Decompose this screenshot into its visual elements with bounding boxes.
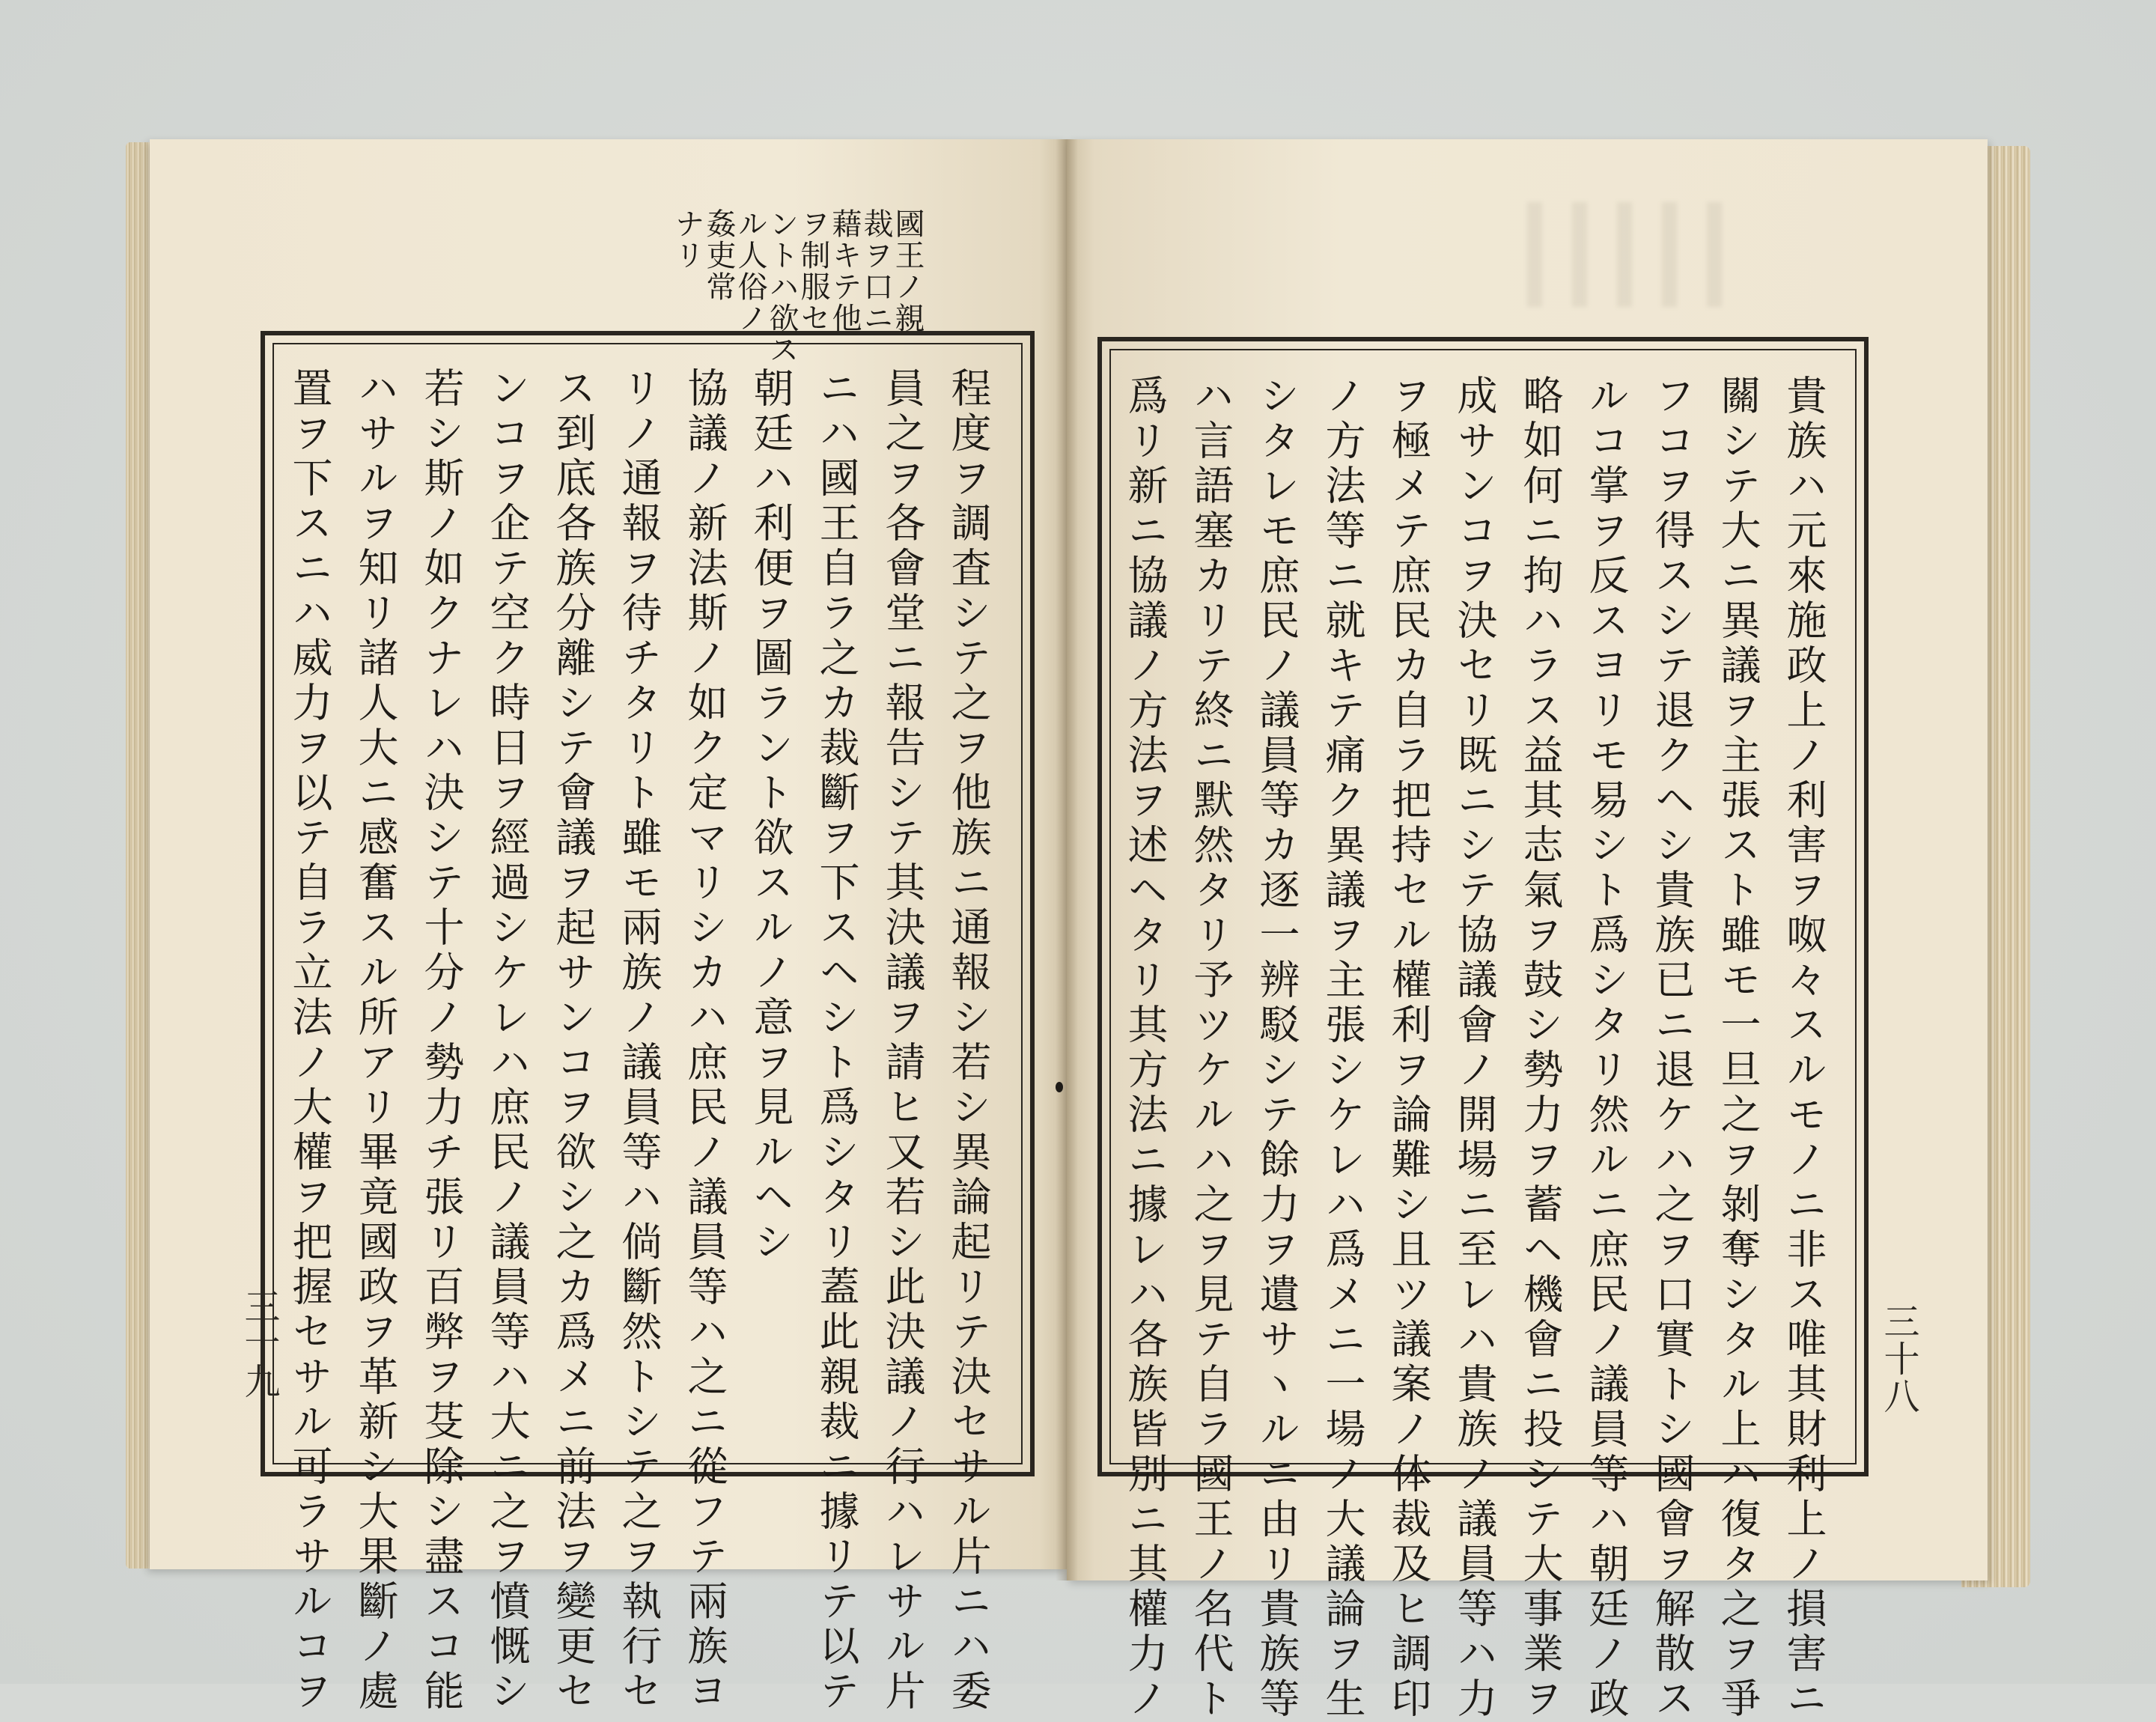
- text-column: 爲リ新ニ協議ノ方法ヲ述ヘタリ其方法ニ據レハ各族皆別ニ其權力ノ: [1121, 374, 1169, 1722]
- text-column: ハサルヲ知リ諸人大ニ感奮スル所アリ畢竟國政ヲ革新シ大果斷ノ處: [352, 367, 399, 1715]
- text-column: 置ヲ下スニハ威力ヲ以テ自ラ立法ノ大權ヲ把握セサル可ラサルコヲ: [286, 367, 333, 1715]
- text-column: ス到底各族分離シテ會議ヲ起サンコヲ欲シ之カ爲メニ前法ヲ變更セ: [549, 367, 597, 1715]
- page-number-left: 三十九: [238, 1288, 280, 1400]
- text-column: ニハ國王自ラ之カ裁斷ヲ下スヘシト爲シタリ蓋此親裁ニ據リテ以テ: [813, 367, 860, 1715]
- text-column: フコヲ得スシテ退クヘシ貴族已ニ退ケハ之ヲ口實トシ國會ヲ解散ス: [1648, 374, 1696, 1722]
- page-number-right: 三十八: [1878, 1303, 1919, 1415]
- text-column: 員之ヲ各會堂ニ報告シテ其決議ヲ請ヒ又若シ此決議ノ行ハレサル片: [879, 367, 926, 1715]
- margin-note-column: ヲ制服セ: [796, 208, 830, 334]
- text-column: ヲ極メテ庶民カ自ラ把持セル權利ヲ論難シ且ツ議案ノ体裁及ヒ調印: [1385, 374, 1432, 1722]
- text-column: ノ方法等ニ就キテ痛ク異議ヲ主張シケレハ爲メニ一場ノ大議論ヲ生: [1319, 374, 1366, 1722]
- text-column: ルコ掌ヲ反スヨリモ易シト爲シタリ然ルニ庶民ノ議員等ハ朝廷ノ政: [1583, 374, 1630, 1722]
- bleed-through-marks: [1527, 202, 1752, 307]
- left-margin-note: [670, 208, 925, 365]
- text-column: 程度ヲ調査シテ之ヲ他族ニ通報シ若シ異論起リテ決セサル片ニハ委: [945, 367, 992, 1715]
- margin-note-column: ントハ欲ス: [764, 208, 799, 365]
- text-column: 協議ノ新法斯ノ如ク定マリシカハ庶民ノ議員等ハ之ニ從フテ兩族ヨ: [681, 367, 728, 1715]
- margin-note-column: 國王ノ親: [890, 208, 925, 334]
- margin-note-column: 裁ヲ口ニ: [859, 208, 893, 334]
- text-column: シタレモ庶民ノ議員等カ逐一辨駁シテ餘力ヲ遺サヽルニ由リ貴族等: [1253, 374, 1300, 1722]
- text-column: 略如何ニ拘ハラス益其志氣ヲ鼓シ勢力ヲ蓄ヘ機會ニ投シテ大事業ヲ: [1517, 374, 1564, 1722]
- book-gutter: [1056, 139, 1078, 1580]
- margin-note-column: 藉キテ他: [827, 208, 862, 334]
- text-column: 若シ斯ノ如クナレハ決シテ十分ノ勢力チ張リ百弊ヲ芟除シ盡スコ能: [418, 367, 465, 1715]
- margin-note-column: ナリ: [670, 208, 704, 271]
- text-column: ハ言語塞カリテ終ニ默然タリ予ツケルハ之ヲ見テ自ラ國王ノ名代ト: [1187, 374, 1234, 1722]
- margin-note-column: 姦吏常: [701, 208, 736, 302]
- text-column: リノ通報ヲ待チタリト雖モ兩族ノ議員等ハ倘斷然トシテ之ヲ執行セ: [615, 367, 663, 1715]
- text-column: 關シテ大ニ異議ヲ主張スト雖モ一旦之ヲ剝奪シタル上ハ復タ之ヲ爭: [1714, 374, 1761, 1722]
- text-column: 成サンコヲ決セリ既ニシテ協議會ノ開場ニ至レハ貴族ノ議員等ハ力: [1451, 374, 1498, 1722]
- ink-speck: [1056, 1082, 1063, 1092]
- text-column: 朝廷ハ利便ヲ圖ラント欲スルノ意ヲ見ルヘシ: [747, 367, 794, 1265]
- text-column: ンコヲ企テ空ク時日ヲ經過シケレハ庶民ノ議員等ハ大ニ之ヲ憤慨シ: [484, 367, 531, 1715]
- text-column: 貴族ハ元來施政上ノ利害ヲ呶々スルモノニ非ス唯其財利上ノ損害ニ: [1780, 374, 1827, 1722]
- margin-note-column: ル人俗ノ: [733, 208, 767, 334]
